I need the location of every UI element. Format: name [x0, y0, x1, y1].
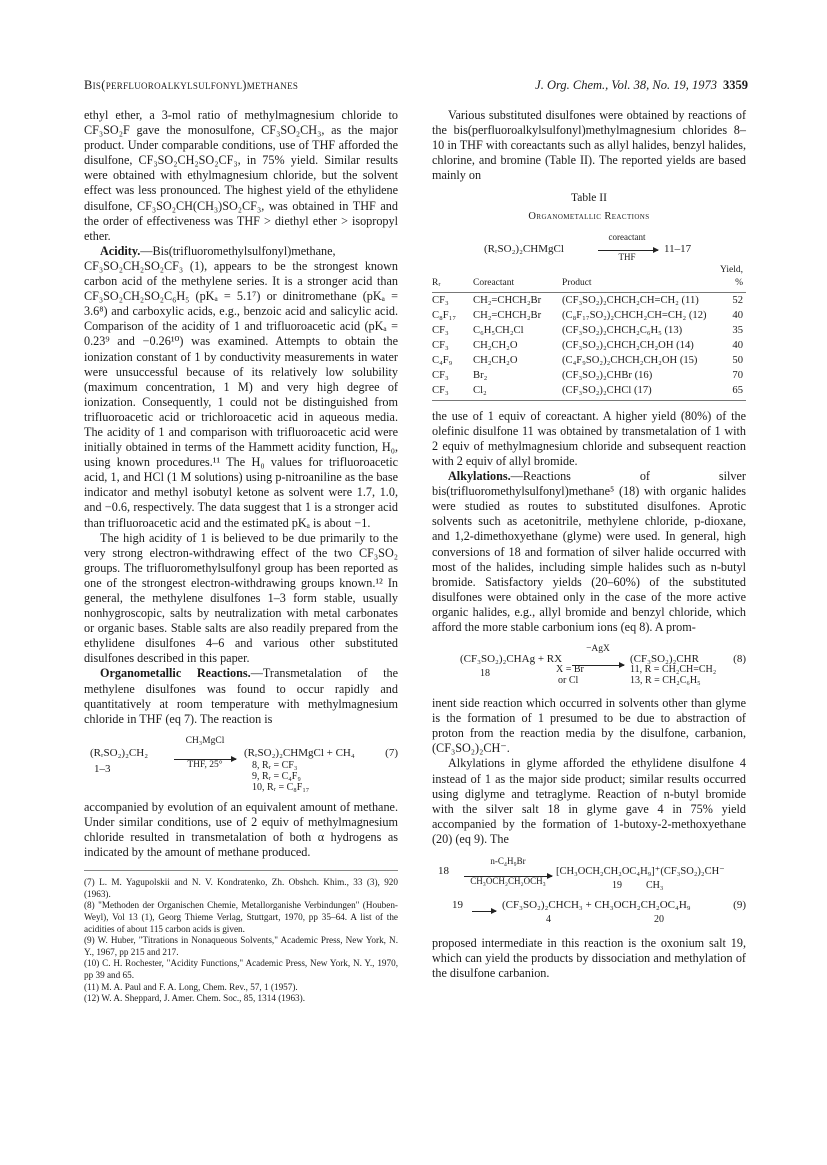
table-cell: CH₂=CHCH₂Br	[473, 294, 542, 306]
table-cell: CF₃	[432, 294, 449, 306]
table-cell: 50	[732, 354, 743, 366]
eq9-solvent: CH₃OCH₂CH₂OCH₃	[470, 876, 546, 886]
paragraph: The high acidity of 1 is believed to be due primarily to the very strong electron-withdrawing effect of the two CF₃SO₂ groups. The trifluoromethylsulfonyl group has been reported as one of the strongest electron-withdrawing groups known.¹² In general, the methylene disulfones 1–3 form stable, usually nonhygroscopic, salts by neutralization with metal carbonates or organic bases. Stable salts are also readily prepared from the ethylidene disulfones 4–6 and various other substituted disulfones described in this paper.	[84, 530, 398, 666]
paragraph-text: —Bis(trifluoromethylsulfonyl)methane, CF₃SO₂CH₂SO₂CF₃ (1), appears to be the strongest known carbon acid of the methylene series. It is a stronger acid than CF₃SO₂CH₂SO₂C₆H₅ (pKₐ = 5.1⁷) or dinitromethane (pKₐ = 3.6⁸) and carboxylic acids, e.g., benzoic acid and salicylic acid. Comparison of the acidity of 1 and trifluoroacetic acid (pKₐ = 0.23⁹ and −0.26¹⁰) was examined. Attempts to obtain the ionization constant of 1 by conductivity measurements in water were unsuccessful because of its relatively low solubility (maximum concentration, 1 M) and very high degree of ionization. Consequently, 1 could not be distinguished from trifluoroacetic acid or trichloroacetic acid in aqueous media. The acidity of 1 and comparison with trifluoroacetic acid were initially obtained in terms of the Hammett acidity function, H₀, using known procedures.¹¹ The H₀ values for trifluoroacetic acid, 1, and HCl (1 M solutions) using p-nitroaniline as the base indicator and methyl isobutyl ketone as solvent were 1.7, 1.0, and −0.6, respectively. The data suggest that 1 is a stronger acid than trifluoroacetic acid and the estimated pKₐ is about −1.	[84, 243, 398, 530]
eq7-product: (RᵣSO₂)₂CHMgCl + CH₄	[244, 746, 355, 759]
table-cell: (CF₃SO₂)₂CHBr (16)	[562, 369, 653, 381]
footnote: (10) C. H. Rochester, "Acidity Functions," Academic Press, New York, N. Y., 1970, pp 39 and 65.	[84, 958, 398, 980]
data-table	[432, 264, 746, 401]
eq7-conditions: THF, 25°	[187, 759, 223, 770]
table-cell: CF₃	[432, 383, 473, 401]
scheme-coreactant: coreactant	[608, 231, 646, 242]
paragraph-text: —Transmetalation of the methylene disulfones was found to occur rapidly and quantitatively at room temperature with methylmagnesium chloride in THF (eq 7). The reaction is	[84, 666, 398, 726]
table-cell: CH₂CH₂O	[473, 354, 518, 366]
footnote: (12) W. A. Sheppard, J. Amer. Chem. Soc., 85, 1314 (1963).	[84, 993, 305, 1004]
eq9-methyl: CH₃	[646, 880, 664, 891]
eq7-label: 10, Rᵣ = C₈F₁₇	[252, 781, 310, 793]
section-heading: Acidity.	[100, 243, 141, 258]
footnote: (9) W. Huber, "Titrations in Nonaqueous Solvents," Academic Press, New York, N. Y., 1967, pp 215 and 217.	[84, 935, 398, 957]
table-cell: 35	[732, 324, 743, 336]
paragraph: ethyl ether, a 3-mol ratio of methylmagnesium chloride to CF₃SO₂F gave the monosulfone, CF₃SO₂CH₃, as the major product. Under comparable conditions, use of THF afforded the disulfone, CF₃SO₂CH₂SO₂CF₃, in 75% yield. Similar results were obtained with ethylmagnesium chloride, but the solvent effect was less pronounced. The highest yield of the ethylidene disulfone, CF₃SO₂CH(CH₃)SO₂CF₃, was obtained in THF and the order of effectiveness was THF > diethyl ether > isopropyl ether.	[84, 108, 398, 243]
journal-citation	[535, 78, 748, 93]
table-cell: (CF₃SO₂)₂CHCH₂CH=CH₂ (11)	[562, 294, 699, 306]
footnote: (7) L. M. Yagupolskii and N. V. Kondratenko, Zh. Obshch. Khim., 33 (3), 920 (1963).	[84, 877, 398, 899]
eq8-product-labels	[630, 664, 716, 686]
eq7-label: 9, Rᵣ = C₄F₉	[252, 770, 301, 782]
table-header: Product	[562, 264, 713, 293]
paragraph-organometallic	[84, 666, 398, 726]
table-cell: (CF₃SO₂)₂CHCl (17)	[562, 383, 713, 401]
table-cell: (C₈F₁₇SO₂)₂CHCH₂CH=CH₂ (12)	[562, 309, 707, 321]
table-title: Table II	[571, 192, 607, 205]
equation-number: (8)	[733, 653, 746, 666]
table-header: Coreactant	[473, 264, 562, 293]
paragraph: accompanied by evolution of an equivalent amount of methane. Under similar conditions, use of 2 equiv of methylmagnesium chloride resulted in transmetalation of both α hydrogens as indicated by the amount of methane produced.	[84, 799, 398, 860]
eq9-reagent: n-C₄H₉Br	[490, 856, 526, 866]
paragraph-alkylations	[432, 469, 746, 635]
table-cell: 40	[732, 309, 743, 321]
table-cell: CF₃	[432, 339, 449, 351]
eq8-reactants: (CF₃SO₂)₂CHAg + RX	[460, 653, 563, 666]
eq8-label: X = Br	[556, 664, 584, 676]
page-number: 3359	[723, 78, 748, 92]
eq9-intermediate: [CH₃OCH₂CH₂OC₄H₉]⁺(CF₃SO₂)₂CH⁻	[556, 866, 725, 877]
table-cell: Br₂	[473, 369, 488, 381]
eq8-product: (CF₃SO₂)₂CHR	[630, 653, 699, 666]
paragraph: the use of 1 equiv of coreactant. A higher yield (80%) of the olefinic disulfone 11 was obtained by transmetalation of 1 with 2 equiv of methylmagnesium chloride and subsequent reaction with 2 equiv of allyl bromide.	[432, 408, 746, 468]
table-row	[432, 383, 746, 401]
table-cell: Cl₂	[473, 383, 562, 401]
table-row	[432, 292, 746, 308]
table-cell: (C₄F₉SO₂)₂CHCH₂CH₂OH (15)	[562, 354, 698, 366]
footnotes	[84, 870, 398, 1005]
paragraph: Various substituted disulfones were obtained by reactions of the bis(perfluoroalkylsulfonyl)methylmagnesium chlorides 8–10 in THF with coreactants such as allyl halides, benzyl halides, chlorine, and bromine (Table II). The reported yields are based mainly on	[432, 108, 746, 183]
table-subtitle: Organometallic Reactions	[528, 210, 650, 222]
table-ii	[432, 191, 746, 400]
paragraph: proposed intermediate in this reaction is the oxonium salt 19, which can yield the products by dissociation and methylation of the disulfone carbanion.	[432, 936, 746, 981]
paragraph: inent side reaction which occurred in solvents other than glyme is the formation of 1 presumed to be due to abstraction of proton from the reaction media by the disulfone, carbanion, (CF₃SO₂)₂CH⁻.	[432, 696, 746, 756]
eq8-byproduct: −AgX	[586, 644, 610, 655]
scheme-reactant: (RᵣSO₂)₂CHMgCl	[484, 242, 564, 255]
table-header: Rᵣ	[432, 264, 473, 293]
table-cell: 65	[713, 383, 746, 401]
eq9-label: 4	[546, 914, 551, 925]
equation-number: (7)	[385, 746, 398, 759]
table-cell: 52	[732, 294, 743, 306]
eq7-product-labels	[252, 760, 309, 793]
paragraph: Alkylations in glyme afforded the ethylidene disulfone 4 instead of 1 as the major side product; similar results occurred using diglyme and tetraglyme. Reaction of n-butyl bromide with the silver salt 18 in glyme gave 4 in 75% yield accompanied by the formation of 1-butoxy-2-methoxyethane (20) (eq 9). The	[432, 756, 746, 846]
eq9-reactant-2: 19	[452, 899, 463, 911]
scheme-solvent: THF	[618, 251, 636, 262]
table-cell: CH₂CH₂O	[473, 339, 518, 351]
table-cell: CH₂=CHCH₂Br	[473, 309, 542, 321]
eq8-label: 13, R = CH₂C₆H₅	[630, 675, 701, 687]
table-row	[432, 308, 746, 323]
table-cell: (CF₃SO₂)₂CHCH₂CH₂OH (14)	[562, 339, 694, 351]
table-cell: 40	[732, 339, 743, 351]
table-header-row	[432, 264, 746, 293]
table-cell: C₈F₁₇	[432, 309, 457, 321]
equation-number: (9)	[733, 899, 746, 911]
eq8-label: 11, R = CH₂CH=CH₂	[630, 664, 717, 676]
footnote: (11) M. A. Paul and F. A. Long, Chem. Rev., 57, 1 (1957).	[84, 981, 298, 992]
paragraph-acidity	[84, 244, 398, 531]
right-column	[432, 108, 746, 981]
equation-8	[432, 642, 746, 687]
paragraph-text: —Reactions of silver bis(trifluoromethylsulfonyl)methane⁵ (18) with organic halides were studied as routes to substituted disulfones. Aprotic solvents such as acetonitrile, methylene chloride, p-dioxane, and 1,2-dimethoxyethane (glyme) were used. In general, high conversions of 18 and formation of silver halide occurred with most of the halides, including simple halides such as n-butyl bromide. Satisfactory yields (20–60%) of the substituted disulfones were obtained only in the case of the more active organic halides, e.g., allyl bromide and benzyl chloride, which afford the more stable carbonium ions (eq 8). A prom-	[432, 469, 746, 634]
eq7-reactant: (RᵣSO₂)₂CH₂	[90, 746, 149, 759]
eq7-reagent: CH₃MgCl	[185, 735, 225, 746]
table-cell: 70	[732, 369, 743, 381]
table-cell: C₄F₉	[432, 354, 453, 366]
equation-9	[432, 854, 746, 926]
table-cell: CF₃	[432, 369, 449, 381]
eq9-label: 19	[612, 880, 622, 891]
table-row	[432, 338, 746, 353]
footnote: (8) "Methoden der Organischen Chemie, Metallorganishe Verbindungen" (Houben-Weyl), Vol 13 (1), Georg Thieme Verlag, Stuttgart, 1970, pp 35–64. A list of the acidities of about 115 carbon acids is given.	[84, 900, 398, 934]
table-cell: (CF₃SO₂)₂CHCH₂C₆H₅ (13)	[562, 324, 683, 336]
eq8-halide-labels	[556, 664, 584, 686]
eq7-label: 8, Rᵣ = CF₃	[252, 759, 298, 771]
table-header: Yield, %	[713, 264, 746, 293]
eq9-reactant: 18	[438, 865, 449, 877]
table-row	[432, 353, 746, 368]
table-row	[432, 323, 746, 338]
reaction-arrow	[472, 911, 496, 912]
running-title: Bis(perfluoroalkylsulfonyl)methanes	[84, 78, 299, 92]
section-heading: Alkylations.	[448, 469, 511, 484]
table-cell: C₆H₅CH₂Cl	[473, 324, 524, 336]
eq9-products: (CF₃SO₂)₂CHCH₃ + CH₃OCH₂CH₂OC₄H₉	[502, 899, 691, 911]
journal-name: J. Org. Chem., Vol. 38, No. 19, 1973	[535, 78, 717, 92]
equation-7	[84, 734, 398, 793]
eq8-label: or Cl	[558, 675, 579, 687]
eq8-label: 18	[480, 668, 490, 680]
running-header	[84, 78, 748, 98]
table-cell: CF₃	[432, 324, 449, 336]
table-row	[432, 368, 746, 383]
eq9-label: 20	[654, 914, 664, 925]
scheme-product: 11–17	[664, 242, 692, 255]
section-heading: Organometallic Reactions.	[100, 666, 251, 681]
eq7-reactant-label: 1–3	[94, 762, 111, 775]
table-scheme	[432, 230, 746, 260]
left-column	[84, 108, 398, 1005]
